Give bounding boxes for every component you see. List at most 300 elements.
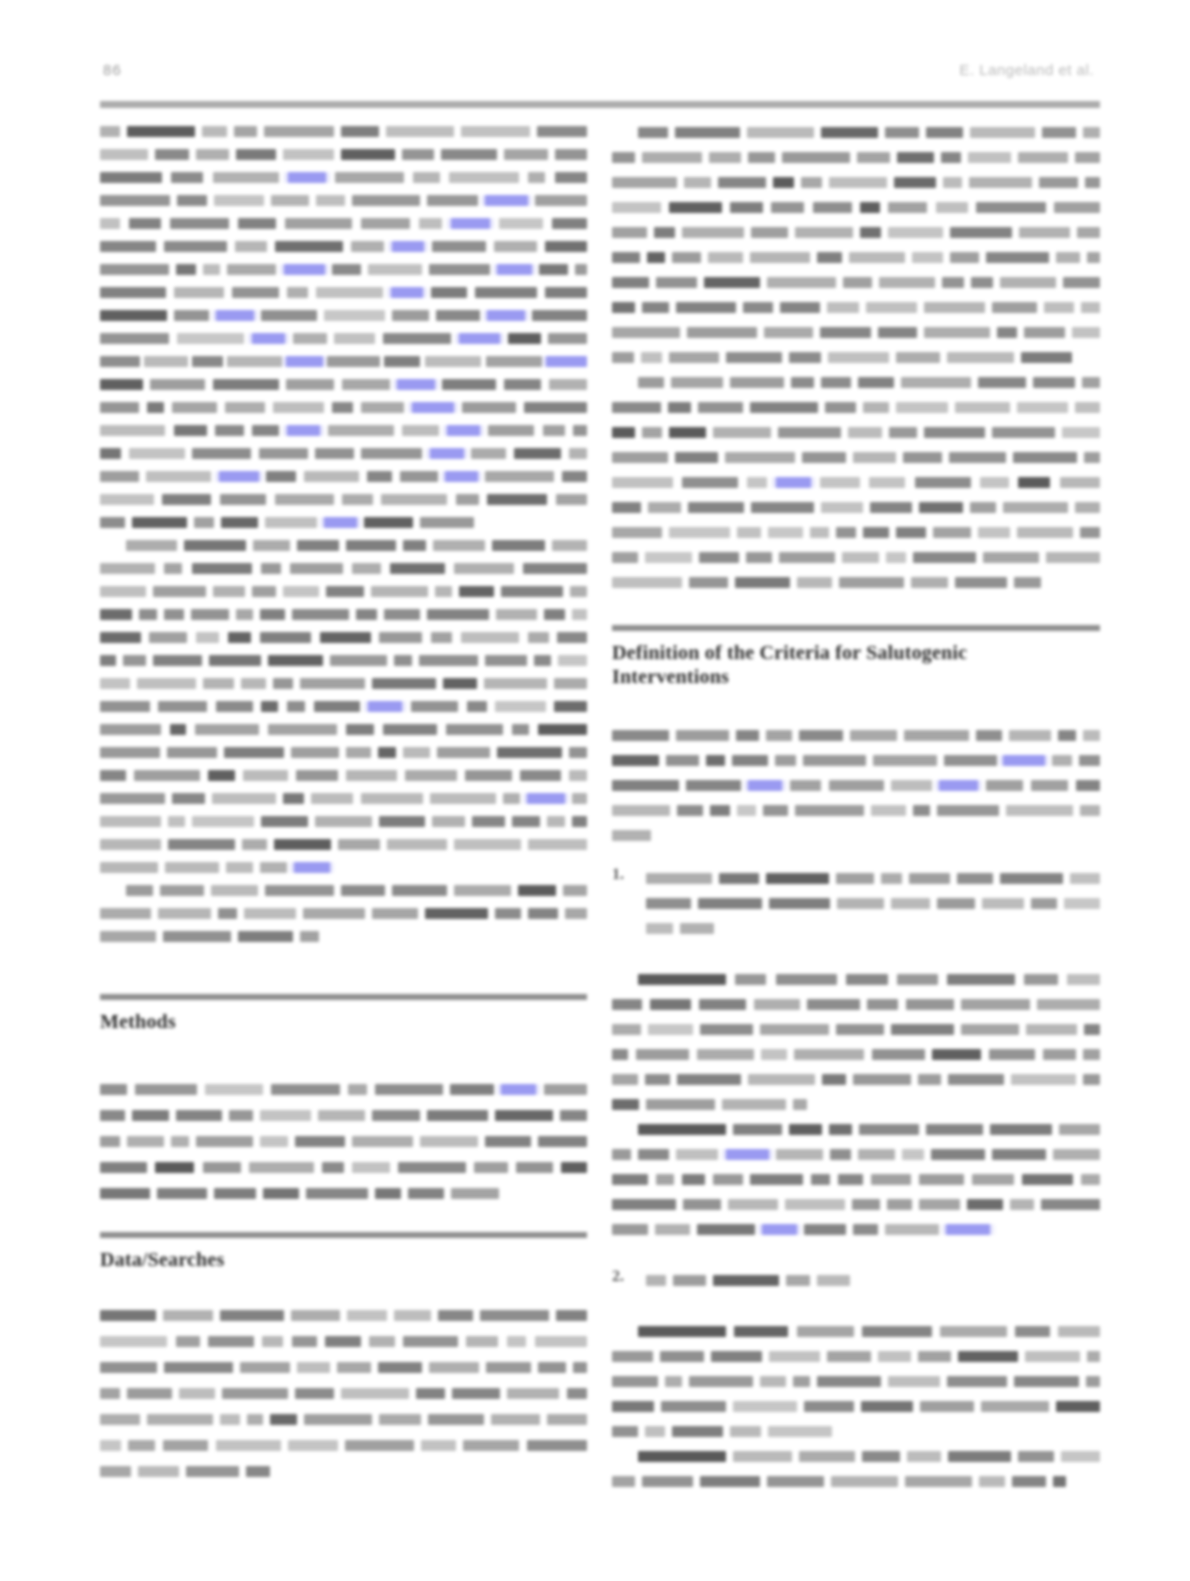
citation-link[interactable] [501, 1084, 536, 1095]
word-blob [252, 425, 279, 436]
word-blob [1075, 502, 1100, 513]
word-blob [802, 452, 847, 463]
word-blob [1021, 352, 1072, 363]
word-blob [722, 1099, 786, 1110]
word-blob [528, 908, 558, 919]
word-blob [612, 352, 634, 363]
word-blob [100, 908, 151, 919]
word-blob [507, 1336, 527, 1347]
word-blob [612, 1149, 631, 1160]
word-blob [491, 1414, 541, 1425]
section-heading: Definition of the Criteria for Salutogenic [612, 642, 968, 664]
word-blob [771, 202, 804, 213]
word-blob [100, 448, 121, 459]
word-blob [569, 747, 587, 758]
word-blob [435, 586, 452, 597]
word-blob [160, 885, 204, 896]
citation-link[interactable] [776, 477, 811, 488]
word-blob [646, 923, 673, 934]
word-blob [456, 494, 479, 505]
list-number: 1. [612, 866, 624, 883]
word-blob [891, 1024, 954, 1035]
word-blob [369, 1336, 395, 1347]
word-blob [100, 241, 156, 252]
word-blob [228, 632, 251, 643]
word-blob [992, 427, 1055, 438]
citation-link[interactable] [368, 701, 402, 712]
word-blob [1061, 1451, 1100, 1462]
word-blob [878, 1351, 910, 1362]
word-blob [538, 724, 587, 735]
citation-link[interactable] [527, 793, 565, 804]
word-blob [860, 202, 879, 213]
word-blob [351, 241, 384, 252]
word-blob [261, 310, 316, 321]
word-blob [811, 1174, 830, 1185]
word-blob [283, 586, 319, 597]
word-blob [719, 873, 759, 884]
word-blob [846, 974, 888, 985]
word-blob [225, 402, 265, 413]
word-blob [861, 1401, 913, 1412]
word-blob [443, 678, 476, 689]
paragraph [612, 1444, 1100, 1494]
word-blob [100, 1466, 131, 1477]
word-blob [1064, 898, 1100, 909]
citation-link[interactable] [459, 333, 501, 344]
citation-link[interactable] [284, 264, 325, 275]
word-blob [275, 494, 334, 505]
word-blob [860, 227, 881, 238]
word-blob [1018, 477, 1050, 488]
word-blob [485, 471, 554, 482]
word-blob [100, 425, 165, 436]
word-blob [341, 149, 395, 160]
citation-link[interactable] [412, 402, 454, 413]
word-blob [689, 1376, 753, 1387]
word-blob [612, 1024, 641, 1035]
word-blob [730, 377, 785, 388]
word-blob [750, 402, 819, 413]
word-blob [1024, 327, 1064, 338]
citation-link[interactable] [219, 471, 259, 482]
word-blob [450, 1084, 493, 1095]
word-blob [290, 563, 343, 574]
word-blob [820, 327, 871, 338]
word-blob [1058, 730, 1076, 741]
citation-link[interactable] [946, 1224, 990, 1235]
word-blob [820, 477, 860, 488]
word-blob [760, 1024, 829, 1035]
word-blob [862, 1326, 931, 1337]
word-blob [1017, 402, 1068, 413]
word-blob [563, 885, 587, 896]
word-blob [983, 552, 1039, 563]
word-blob [992, 1149, 1046, 1160]
word-blob [463, 1440, 519, 1451]
word-blob [241, 678, 265, 689]
page-number: 86 [103, 62, 122, 79]
word-blob [361, 218, 410, 229]
citation-link[interactable] [392, 241, 424, 252]
word-blob [164, 241, 227, 252]
citation-link[interactable] [726, 1149, 769, 1160]
word-blob [100, 1310, 156, 1321]
text-line [612, 145, 1100, 170]
word-blob [920, 1401, 973, 1412]
word-blob [557, 632, 587, 643]
word-blob [684, 177, 711, 188]
citation-link[interactable] [294, 862, 331, 873]
word-blob [642, 1476, 693, 1487]
word-blob [139, 609, 157, 620]
word-blob [534, 655, 551, 666]
word-blob [158, 908, 210, 919]
citation-link[interactable] [216, 310, 254, 321]
word-blob [346, 747, 371, 758]
word-blob [730, 202, 763, 213]
word-blob [293, 333, 327, 344]
word-blob [384, 356, 420, 367]
word-blob [100, 586, 146, 597]
word-blob [288, 1440, 338, 1451]
word-blob [378, 1362, 421, 1373]
word-blob [1067, 974, 1100, 985]
word-blob [372, 1110, 420, 1121]
word-blob [375, 1188, 401, 1199]
word-blob [392, 310, 429, 321]
word-blob [821, 502, 862, 513]
word-blob [612, 1049, 628, 1060]
word-blob [807, 999, 859, 1010]
word-blob [1080, 527, 1099, 538]
word-blob [400, 471, 438, 482]
word-blob [919, 1199, 960, 1210]
word-blob [1041, 1199, 1099, 1210]
citation-link[interactable] [546, 356, 587, 367]
word-blob [405, 770, 457, 781]
word-blob [1062, 427, 1100, 438]
word-blob [829, 177, 887, 188]
word-blob [907, 1451, 941, 1462]
text-line [612, 1369, 1100, 1394]
word-blob [733, 1451, 792, 1462]
word-blob [271, 195, 309, 206]
word-blob [799, 730, 843, 741]
word-blob [240, 1362, 290, 1373]
word-blob [612, 1074, 638, 1085]
word-blob [878, 327, 917, 338]
word-blob [100, 172, 162, 183]
word-blob [127, 1136, 164, 1147]
word-blob [100, 724, 161, 735]
word-blob [127, 126, 195, 137]
text-line [612, 1217, 1100, 1242]
citation-link[interactable] [287, 425, 320, 436]
word-blob [528, 839, 587, 850]
word-blob [171, 172, 203, 183]
word-blob [706, 755, 725, 766]
word-blob [813, 202, 853, 213]
word-blob [1075, 152, 1100, 163]
word-blob [1018, 1451, 1054, 1462]
word-blob [949, 452, 1006, 463]
word-blob [863, 402, 889, 413]
word-blob [238, 931, 293, 942]
word-blob [413, 172, 440, 183]
citation-link[interactable] [288, 172, 326, 183]
word-blob [947, 352, 1014, 363]
word-blob [831, 1476, 898, 1487]
word-blob [1063, 277, 1100, 288]
word-blob [475, 287, 537, 298]
word-blob [992, 302, 1037, 313]
word-blob [261, 816, 308, 827]
word-blob [842, 552, 879, 563]
word-blob [494, 241, 537, 252]
word-blob [567, 1388, 587, 1399]
word-blob [676, 1149, 718, 1160]
column-right [612, 120, 1100, 1494]
word-blob [1019, 227, 1071, 238]
text-line [612, 1167, 1100, 1192]
word-blob [260, 609, 285, 620]
word-blob [822, 1074, 846, 1085]
word-blob [433, 540, 485, 551]
word-blob [638, 377, 664, 388]
word-blob [260, 1136, 288, 1147]
citation-link[interactable] [391, 287, 423, 298]
word-blob [300, 931, 319, 942]
word-blob [227, 356, 283, 367]
word-blob [446, 724, 503, 735]
word-blob [176, 1336, 200, 1347]
word-blob [896, 352, 940, 363]
word-blob [795, 805, 865, 816]
word-blob [246, 1466, 271, 1477]
word-blob [100, 632, 141, 643]
word-blob [970, 502, 995, 513]
word-blob [512, 816, 539, 827]
word-blob [311, 793, 354, 804]
word-blob [747, 127, 814, 138]
word-blob [342, 379, 390, 390]
word-blob [836, 527, 856, 538]
word-blob [497, 747, 562, 758]
citation-link[interactable] [487, 310, 525, 321]
word-blob [274, 839, 332, 850]
word-blob [728, 1199, 777, 1210]
word-blob [859, 1124, 920, 1135]
citation-link[interactable] [497, 264, 532, 275]
citation-link[interactable] [1003, 755, 1044, 766]
word-blob [913, 805, 930, 816]
word-blob [1042, 127, 1076, 138]
word-blob [852, 1199, 879, 1210]
word-blob [562, 471, 587, 482]
citation-link[interactable] [286, 356, 323, 367]
word-blob [937, 805, 999, 816]
word-blob [150, 379, 205, 390]
word-blob [768, 1426, 831, 1437]
word-blob [709, 152, 741, 163]
word-blob [528, 632, 549, 643]
word-blob [176, 264, 196, 275]
word-blob [427, 609, 489, 620]
citation-link[interactable] [397, 379, 434, 390]
word-blob [383, 333, 452, 344]
word-blob [978, 377, 1026, 388]
word-blob [164, 563, 182, 574]
word-blob [316, 287, 383, 298]
word-blob [612, 552, 638, 563]
word-blob [495, 701, 546, 712]
word-blob [544, 609, 565, 620]
word-blob [769, 898, 831, 909]
word-blob [486, 1362, 532, 1373]
word-blob [292, 609, 349, 620]
citation-link[interactable] [430, 448, 464, 459]
word-blob [295, 1136, 345, 1147]
word-blob [203, 264, 219, 275]
word-blob [347, 1310, 387, 1321]
word-blob [612, 730, 669, 741]
word-blob [146, 471, 211, 482]
word-blob [213, 586, 245, 597]
word-blob [544, 1084, 587, 1095]
word-blob [352, 563, 381, 574]
text-line [612, 773, 1100, 798]
word-blob [364, 517, 413, 528]
word-blob [817, 1275, 850, 1286]
word-blob [208, 1336, 254, 1347]
word-blob [943, 177, 963, 188]
word-blob [926, 127, 964, 138]
word-blob [838, 1174, 863, 1185]
word-blob [394, 655, 412, 666]
word-blob [442, 379, 496, 390]
text-line [100, 672, 587, 695]
citation-link[interactable] [445, 471, 477, 482]
word-blob [675, 127, 741, 138]
word-blob [673, 1275, 706, 1286]
word-blob [221, 517, 257, 528]
word-blob [100, 770, 126, 781]
citation-link[interactable] [748, 780, 782, 791]
word-blob [682, 1174, 705, 1185]
word-blob [1003, 502, 1069, 513]
text-line [100, 902, 587, 925]
citation-link[interactable] [324, 517, 357, 528]
word-blob [821, 377, 851, 388]
citation-link[interactable] [252, 333, 286, 344]
text-line [100, 1354, 587, 1380]
word-blob [100, 126, 120, 137]
word-blob [192, 356, 222, 367]
word-blob [612, 805, 670, 816]
word-blob [675, 452, 718, 463]
word-blob [955, 577, 1006, 588]
word-blob [648, 1024, 694, 1035]
word-blob [100, 356, 140, 367]
text-line [100, 695, 587, 718]
word-blob [989, 1049, 1035, 1060]
word-blob [849, 252, 904, 263]
text-line [612, 967, 1100, 992]
word-blob [341, 1388, 409, 1399]
word-blob [1010, 1199, 1035, 1210]
word-blob [394, 1310, 431, 1321]
word-blob [612, 427, 635, 438]
word-blob [767, 1476, 824, 1487]
word-blob [352, 1136, 413, 1147]
citation-link[interactable] [451, 218, 491, 229]
word-blob [320, 632, 371, 643]
citation-link[interactable] [485, 195, 528, 206]
word-blob [100, 747, 160, 758]
text-line [612, 1419, 1100, 1444]
word-blob [829, 780, 884, 791]
word-blob [132, 517, 188, 528]
word-blob [886, 552, 905, 563]
word-blob [416, 1388, 444, 1399]
citation-link[interactable] [939, 780, 978, 791]
word-blob [924, 427, 985, 438]
word-blob [769, 1351, 819, 1362]
word-blob [1025, 1351, 1080, 1362]
text-line [100, 879, 587, 902]
word-blob [1037, 999, 1100, 1010]
word-blob [969, 177, 1032, 188]
word-blob [933, 527, 971, 538]
word-blob [764, 327, 813, 338]
word-blob [650, 999, 691, 1010]
word-blob [488, 425, 535, 436]
word-blob [538, 1362, 566, 1373]
word-blob [291, 1310, 339, 1321]
citation-link[interactable] [762, 1224, 796, 1235]
word-blob [700, 1024, 752, 1035]
word-blob [700, 1476, 760, 1487]
word-blob [672, 1426, 723, 1437]
text-line [612, 270, 1100, 295]
word-blob [612, 1199, 676, 1210]
word-blob [100, 471, 139, 482]
word-blob [948, 1074, 1004, 1085]
word-blob [775, 755, 797, 766]
word-blob [986, 780, 1023, 791]
word-blob [572, 793, 587, 804]
word-blob [235, 241, 268, 252]
word-blob [402, 425, 439, 436]
text-line [100, 1128, 587, 1154]
word-blob [379, 1414, 421, 1425]
text-line [612, 320, 1100, 345]
paragraph [100, 879, 587, 948]
word-blob [612, 830, 651, 841]
word-blob [912, 252, 944, 263]
word-blob [830, 1149, 850, 1160]
word-blob [911, 577, 949, 588]
word-blob [192, 563, 253, 574]
word-blob [688, 502, 744, 513]
word-blob [174, 425, 207, 436]
paragraph [100, 120, 587, 534]
word-blob [942, 277, 964, 288]
citation-link[interactable] [447, 425, 479, 436]
word-blob [718, 177, 767, 188]
word-blob [172, 402, 217, 413]
